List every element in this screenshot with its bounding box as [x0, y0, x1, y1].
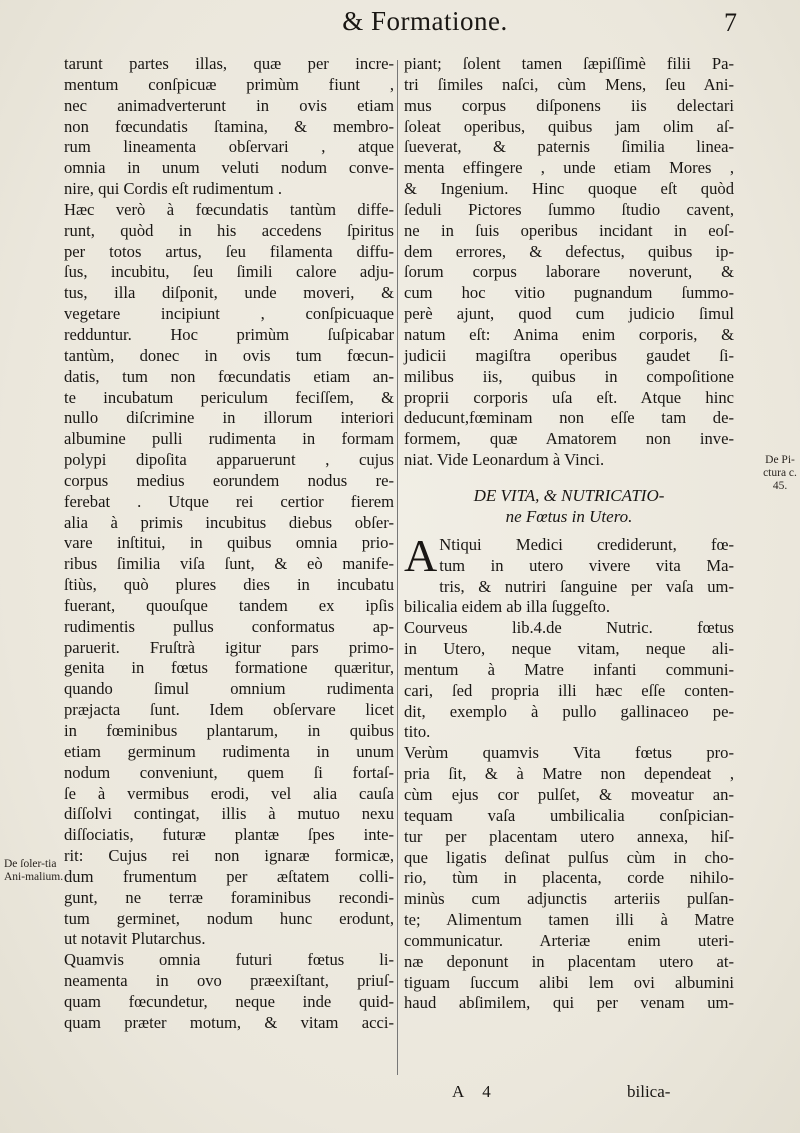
right-column-top-line: proprii corporis uſa eſt. Atque hinc — [404, 387, 734, 407]
right-column-bottom-line: tum in utero vivere vita Ma- — [439, 555, 734, 575]
right-column-top-line: niat. Vide Leonardum à Vinci. — [404, 450, 605, 470]
left-column-line: per totos artus, ſeu filamenta diffu- — [64, 241, 394, 261]
left-column-line: alia à primis incubitus diebus obſer- — [64, 512, 394, 532]
left-column-line: ribus ſimilia viſa ſunt, & eò manife- — [64, 554, 394, 574]
right-column-bottom-line: communicatur. Arteriæ enim uteri- — [404, 930, 734, 950]
left-column-line: omnia in unum veluti nodum conve- — [64, 158, 394, 178]
right-column-bottom-line: tito. — [404, 722, 431, 742]
left-column-line: non fœcundatis ſtamina, & membro- — [64, 116, 394, 136]
left-column-line: diſſolvi contingat, illis à mutuo nexu — [64, 804, 394, 824]
printer-signature — [452, 1082, 632, 1102]
left-column-line: rudimentis pullus conformatus ap- — [64, 616, 394, 636]
right-column-bottom-line: minùs cum adjunctis arteriis pulſan- — [404, 889, 734, 909]
right-column-bottom-line: rio, tùm in placenta, corde nihilo- — [404, 868, 734, 888]
right-column-bottom-line: te; Alimentum tamen illi à Matre — [404, 910, 734, 930]
left-column-line: datis, tum non fœcundatis etiam an- — [64, 366, 394, 386]
right-column-top-text — [404, 54, 734, 471]
left-column-line: nullo diſcrimine in illorum interiori — [64, 408, 394, 428]
left-column-line: quando ſimul omnium rudimenta — [64, 679, 394, 699]
right-column-bottom-line: cari, ſed propria illi hæc eſſe conten- — [404, 680, 734, 700]
right-column-top-line: ſorum corpus laborare noverunt, & — [404, 262, 734, 282]
margin-note-left: De ſoler-tia Ani-malium. — [4, 858, 64, 883]
column-divider — [397, 60, 398, 1075]
right-column-bottom-line: pria ſit, & à Matre non dependeat , — [404, 764, 734, 784]
left-text-column — [64, 54, 394, 1034]
left-column-line: ferebat . Utque rei certior fierem — [64, 491, 394, 511]
left-column-line: ſe à vermibus erodi, vel alia cauſa — [64, 783, 394, 803]
right-column-bottom-line: Ntiqui Medici crediderunt, fœ- — [439, 534, 734, 554]
right-text-column — [404, 54, 734, 1014]
left-column-line: ut notavit Plutarchus. — [64, 929, 206, 949]
right-column-top-line: ne in ſuis operibus incidant in eoſ- — [404, 220, 734, 240]
left-column-line: ſus, incubitu, ſeu ſimili calore adju- — [64, 262, 394, 282]
left-column-line: redduntur. Hoc primùm ſuſpicabar — [64, 324, 394, 344]
left-column-line: rit: Cujus rei non ignaræ formicæ, — [64, 846, 394, 866]
page-header — [0, 6, 800, 42]
right-column-bottom-line: cùm ejus cor pulſet, & moveatur an- — [404, 785, 734, 804]
signature-number: 4 — [482, 1082, 491, 1101]
right-column-top-line: natum eſt: Anima enim corporis, & — [404, 324, 734, 344]
right-column-top-line: cum hoc vitio pugnandum ſummo- — [404, 283, 734, 303]
right-column-bottom-line: bilicalia eidem ab illa ſuggeſto. — [404, 597, 610, 617]
left-column-line: quam præter motum, & vitam acci- — [64, 1012, 394, 1032]
right-column-bottom-line: in Utero, neque vitam, neque ali- — [404, 639, 734, 659]
left-column-line: tarunt partes illas, quæ per incre- — [64, 54, 394, 73]
right-column-bottom-line: Courveus lib.4.de Nutric. fœtus — [404, 618, 734, 638]
left-column-line: tum germinet, nodum hunc erodunt, — [64, 908, 394, 928]
left-column-line: nec animadverterunt in ovis etiam — [64, 95, 394, 115]
right-column-top-line: & Ingenium. Hinc quoque eſt quòd — [404, 179, 734, 199]
right-column-top-line: ſoleat operibus, quibus jam olim aſ- — [404, 116, 734, 136]
right-column-top-line: perè ajunt, quod cum judicio ſimul — [404, 304, 734, 324]
right-column-bottom-line: tur per placentam utero annexa, hiſ- — [404, 826, 734, 846]
right-column-bottom-line: tris, & nutriri ſanguine per vaſa um- — [439, 576, 734, 596]
left-column-line: in fœminibus plantarum, in quibus — [64, 721, 394, 740]
right-column-bottom-line: næ deponunt in placentam utero at- — [404, 951, 734, 971]
left-column-line: nodum conveniunt, quem ſi fortaſ- — [64, 762, 394, 782]
left-column-line: albumine pulli rudimenta in formam — [64, 429, 394, 449]
section-heading-line-1: DE VITA, & NUTRICATIO- — [473, 485, 665, 505]
right-column-bottom-line: mentum à Matre infanti communi- — [404, 659, 734, 679]
right-column-top-line: milibus iis, quibus in compoſitione — [404, 366, 734, 386]
right-column-bottom-line: tequam vaſa umbilicalia conſpician- — [404, 805, 734, 825]
left-column-line: etiam germinum rudimenta in unum — [64, 741, 394, 761]
right-column-top-line: formem, quæ Amatorem non inve- — [404, 429, 734, 449]
left-column-line: polypi dipoſita apparuerunt , cujus — [64, 450, 394, 470]
left-column-line: fuerant, quouſque tandem ex ipſis — [64, 595, 394, 615]
drop-cap: A — [404, 529, 438, 581]
left-column-line: corpus medius eorundem nodus re- — [64, 470, 394, 490]
left-column-line: neamenta in ovo præexiſtant, priuſ- — [64, 971, 394, 991]
page-number: 7 — [724, 8, 737, 37]
left-column-line: paruerit. Fruſtrà igitur pars primo- — [64, 637, 394, 657]
left-column-line: nire, qui Cordis eſt rudimentum . — [64, 179, 282, 199]
left-column-line: rum lineamenta obſervari , atque — [64, 137, 394, 157]
catchword: bilica- — [627, 1082, 671, 1101]
left-column-line: gunt, ne terræ foraminibus recondi- — [64, 887, 394, 907]
right-column-top-line: judicii magiſtra operibus gaudet ſi- — [404, 345, 734, 365]
right-column-top-line: dem errores, & defectus, quibus ip- — [404, 241, 734, 261]
right-column-top-line: ſueverat, & paternis ſimilia linea- — [404, 137, 734, 157]
left-column-line: genita in fœtus formatione quæritur, — [64, 658, 394, 678]
left-column-line: mentum conſpicuæ primùm fiunt , — [64, 74, 394, 94]
right-column-bottom-line: tiguam ſuccum alibi lem ovi albumini — [404, 972, 734, 992]
left-column-line: tus, illa diſponit, unde moveri, & — [64, 283, 394, 303]
left-column-line: quam fœcundetur, neque inde quid- — [64, 991, 394, 1011]
right-column-top-line: tri ſimiles naſci, cùm Mens, ſeu Ani- — [404, 74, 734, 94]
margin-note-right: De Pi-ctura c. 45. — [763, 454, 797, 492]
left-column-line: vegetare incipiunt , conſpicuaque — [64, 304, 394, 324]
signature-letter: A — [452, 1082, 465, 1101]
right-column-bottom-line: haud abſimilem, qui per venam um- — [404, 993, 734, 1013]
left-column-line: ſtiùs, quò plures dies in incubatu — [64, 575, 394, 595]
left-column-line: runt, quòd in his accedens ſpiritus — [64, 220, 394, 240]
right-column-bottom-text — [404, 529, 734, 1014]
section-heading-line-2: ne Fœtus in Utero. — [505, 506, 633, 526]
right-column-top-line: deducunt,fœminam non eſſe tam de- — [404, 408, 734, 428]
left-column-line: tantùm, donec in ovis tum fœcun- — [64, 345, 394, 365]
right-column-bottom-line: que ligatis deſinat pulſus cùm in cho- — [404, 847, 734, 867]
left-column-line: vare inſtitui, in quibus omnia prio- — [64, 533, 394, 553]
right-column-top-line: ſeduli Pictores ſummo ſtudio cavent, — [404, 199, 734, 219]
right-column-bottom-line: dit, exemplo à pullo gallinaceo pe- — [404, 701, 734, 721]
left-column-line: diſſociatis, futuræ plantæ ſpes inte- — [64, 825, 394, 845]
left-column-line: Quamvis omnia futuri fœtus li- — [64, 950, 394, 970]
running-title: & Formatione. — [342, 6, 508, 36]
right-column-top-line: piant; ſolent tamen ſæpiſſimè filii Pa- — [404, 54, 734, 73]
left-column-line: Hæc verò à fœcundatis tantùm diffe- — [64, 199, 394, 219]
left-column-line: dum frumentum per æſtatem colli- — [64, 866, 394, 886]
left-column-line: te incubatum periculum feciſſem, & — [64, 387, 394, 407]
right-column-top-line: menta effingere , unde etiam Mores , — [404, 158, 734, 178]
right-column-bottom-line: Verùm quamvis Vita fœtus pro- — [404, 743, 734, 763]
left-column-line: præjacta ſunt. Idem obſervare licet — [64, 700, 394, 720]
right-column-top-line: mus corpus diſponens iis delectari — [404, 95, 734, 115]
